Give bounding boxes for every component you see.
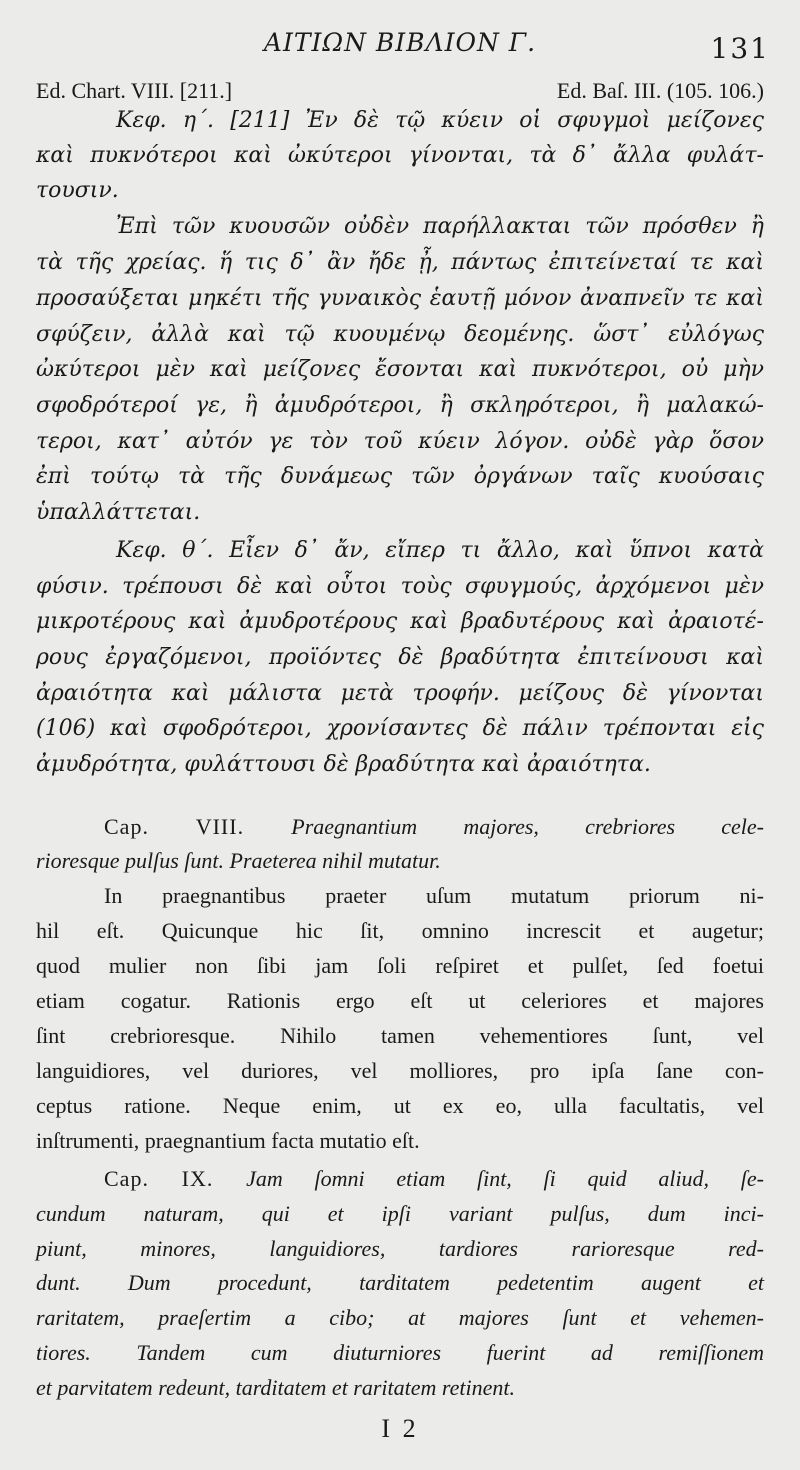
chapter-label: Cap. IX. xyxy=(104,1166,247,1191)
greek-line: Κεφ. η΄. [211] Ἐν δὲ τῷ κύειν οἱ σφυγμοὶ μείζονες xyxy=(116,108,764,133)
greek-line: μικροτέρους καὶ ἀμυδροτέρους καὶ βραδυτέρους καὶ ἀραιοτέ- xyxy=(36,609,764,634)
latin-line xyxy=(36,1375,764,1401)
latin-line xyxy=(36,988,764,1014)
latin-line-text: dunt. Dum procedunt, tarditatem pedetentim augent et xyxy=(36,1270,764,1295)
latin-line-text: piunt, minores, languidiores, tardiores rarioresque red- xyxy=(36,1236,764,1261)
chapter-label: Cap. VIII. xyxy=(104,814,292,839)
greek-line: Ἐπὶ τῶν κυουσῶν οὐδὲν παρήλλακται τῶν πρόσθεν ἢ xyxy=(116,214,764,239)
edition-reference-right: Ed. Baſ. III. (105. 106.) xyxy=(556,78,764,103)
greek-line: φύσιν. τρέπουσι δὲ καὶ οὗτοι τοὺς σφυγμούς, ἀρχόμενοι μὲν xyxy=(36,574,764,599)
latin-line xyxy=(36,1236,764,1262)
latin-line-text: raritatem, praeſertim a cibo; at majores ſunt et vehemen- xyxy=(36,1305,764,1330)
latin-line-text: hil eſt. Quicunque hic ſit, omnino increscit et augetur; xyxy=(36,918,764,943)
greek-line: Κεφ. θ΄. Εἶεν δ᾽ ἄν, εἴπερ τι ἄλλο, καὶ ὕπνοι κατὰ xyxy=(116,538,764,563)
greek-line: ὑπαλλάττεται. xyxy=(36,500,201,525)
greek-line: ὠκύτεροι μὲν καὶ μείζονες ἔσονται καὶ πυκνότεροι, οὐ μὴν xyxy=(36,357,764,382)
latin-line xyxy=(104,814,764,840)
greek-line: σφύζειν, ἀλλὰ καὶ τῷ κυουμένῳ δεομένης. ὥστ᾽ εὐλόγως xyxy=(36,322,764,347)
latin-line-text: cundum naturam, qui et ipſi variant pulſus, dum inci- xyxy=(36,1201,764,1226)
latin-line xyxy=(36,1093,764,1119)
latin-line xyxy=(36,1340,764,1366)
running-head: ΑΙΤΙΩΝ ΒΙΒΛΙΟΝ Γ. xyxy=(263,28,537,57)
edition-reference-left: Ed. Chart. VIII. [211.] xyxy=(36,78,233,103)
latin-line xyxy=(36,1058,764,1084)
latin-line-text: tiores. Tandem cum diuturniores fuerint ad remiſſionem xyxy=(36,1340,764,1365)
latin-line-text: Praegnantium majores, crebriores cele- xyxy=(291,814,764,839)
page-number: 131 xyxy=(710,32,770,65)
latin-line-text: et parvitatem redeunt, tarditatem et raritatem retinent. xyxy=(36,1375,516,1400)
latin-line-text: etiam cogatur. Rationis ergo eſt ut celeriores et majores xyxy=(36,988,764,1013)
latin-line xyxy=(36,953,764,979)
latin-line xyxy=(36,848,764,874)
latin-line xyxy=(36,1128,764,1154)
latin-line-text: rioresque pulſus ſunt. Praeterea nihil mutatur. xyxy=(36,848,441,873)
latin-line xyxy=(36,1201,764,1227)
greek-line: σφοδρότεροί γε, ἢ ἀμυδρότεροι, ἢ σκληρότεροι, ἢ μαλακώ- xyxy=(36,393,764,418)
latin-line xyxy=(36,918,764,944)
greek-line: ἀμυδρότητα, φυλάττουσι δὲ βραδύτητα καὶ ἀραιότητα. xyxy=(36,752,651,777)
greek-line: ἐπὶ τούτῳ τὰ τῆς δυνάμεως τῶν ὀργάνων ταῖς κυούσαις xyxy=(36,464,764,489)
greek-line: τουσιν. xyxy=(36,178,119,203)
greek-line: τὰ τῆς χρείας. ἥ τις δ᾽ ἂν ἤδε ᾖ, πάντως ἐπιτείνεταί τε καὶ xyxy=(36,250,764,275)
latin-line xyxy=(104,1166,764,1192)
latin-line-text: Jam ſomni etiam ſint, ſi quid aliud, ſe- xyxy=(246,1166,764,1191)
latin-line xyxy=(104,883,764,909)
greek-line: (106) καὶ σφοδρότεροι, χρονίσαντες δὲ πάλιν τρέπονται εἰς xyxy=(36,716,764,741)
latin-line xyxy=(36,1023,764,1049)
greek-line: τεροι, κατ᾽ αὐτόν γε τὸν τοῦ κύειν λόγον. οὐδὲ γὰρ ὅσον xyxy=(36,429,764,454)
latin-line-text: quod mulier non ſibi jam ſoli reſpiret et pulſet, ſed foetui xyxy=(36,953,764,978)
latin-line-text: ſint crebrioresque. Nihilo tamen vehementiores ſunt, vel xyxy=(36,1023,764,1048)
latin-line-text: languidiores, vel duriores, vel molliores, pro ipſa ſane con- xyxy=(36,1058,764,1083)
latin-line-text: In praegnantibus praeter uſum mutatum priorum ni- xyxy=(104,883,764,908)
latin-line xyxy=(36,1305,764,1331)
latin-line-text: inſtrumenti, praegnantium facta mutatio eſt. xyxy=(36,1128,420,1153)
greek-line: προσαύξεται μηκέτι τῆς γυναικὸς ἑαυτῇ μόνον ἀναπνεῖν τε καὶ xyxy=(36,286,764,311)
greek-line: ἀραιότητα καὶ μάλιστα μετὰ τροφήν. μείζους δὲ γίνονται xyxy=(36,681,764,706)
latin-line-text: ceptus ratione. Neque enim, ut ex eo, ulla facultatis, vel xyxy=(36,1093,764,1118)
greek-line: καὶ πυκνότεροι καὶ ὠκύτεροι γίνονται, τὰ δ᾽ ἄλλα φυλάτ- xyxy=(36,143,764,168)
signature-mark: I 2 xyxy=(381,1414,419,1443)
latin-line xyxy=(36,1270,764,1296)
greek-line: ρους ἐργαζόμενοι, προϊόντες δὲ βραδύτητα ἐπιτείνουσι καὶ xyxy=(36,645,764,670)
